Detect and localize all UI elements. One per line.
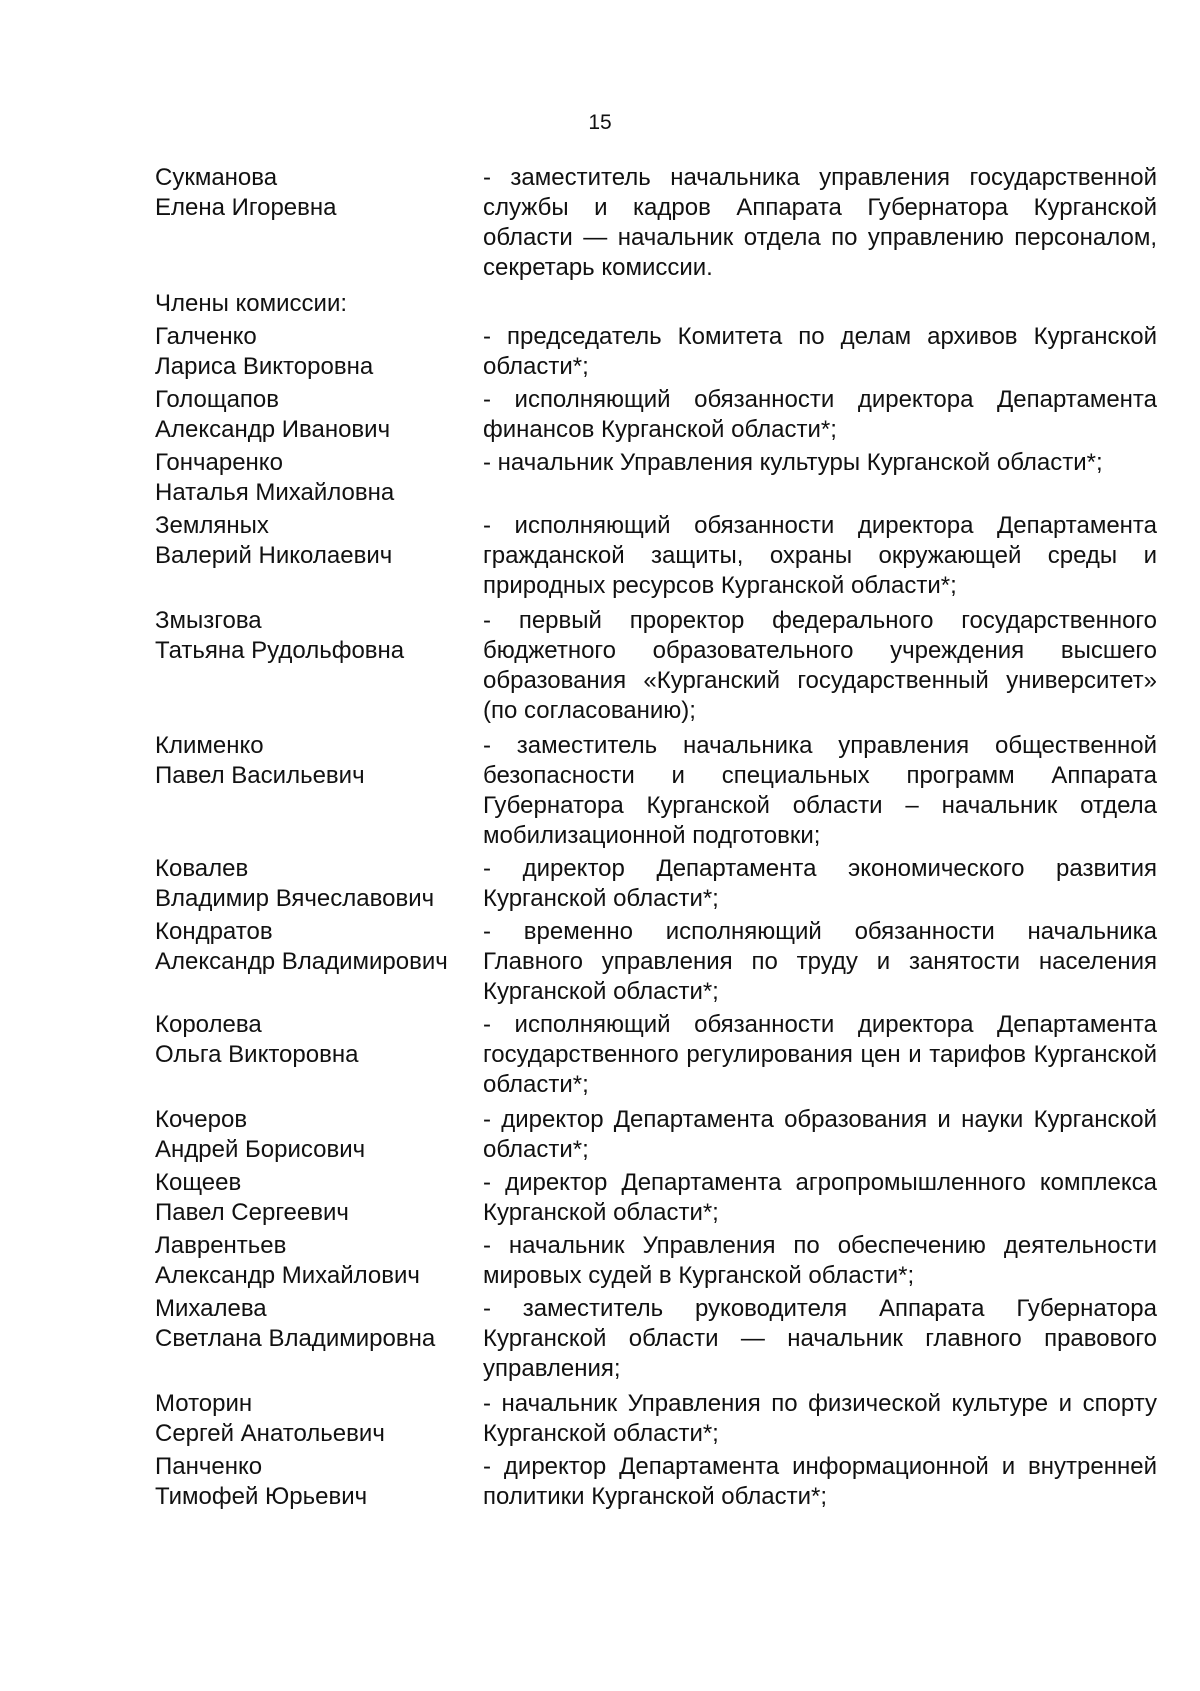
member-name: Моторин Сергей Анатольевич [155, 1390, 385, 1447]
member-role: - заместитель начальника управления общественной безопасности и специальных программ Аппарата Губернатора Курганской области – начальник отдела мобилизационной подготовки; [483, 732, 1157, 849]
member-entry [155, 1010, 1157, 1100]
member-entry [155, 1231, 1157, 1291]
member-name: Лаврентьев Александр Михайлович [155, 1232, 420, 1289]
member-entry [155, 1105, 1157, 1165]
member-role: - директор Департамента образования и науки Курганской области*; [483, 1106, 1157, 1163]
member-name: Кондратов Александр Владимирович [155, 918, 448, 975]
member-name: Панченко Тимофей Юрьевич [155, 1453, 368, 1510]
member-entry [155, 917, 1157, 1007]
member-role: - временно исполняющий обязанности начальника Главного управления по труду и занятости населения Курганской области*; [483, 918, 1157, 1005]
member-name: Клименко Павел Васильевич [155, 732, 365, 789]
member-role: - директор Департамента экономического развития Курганской области*; [483, 855, 1157, 912]
secretary-name: Сукманова Елена Игоревна [155, 164, 337, 221]
member-role: - начальник Управления культуры Курганской области*; [483, 449, 1103, 476]
member-role: - начальник Управления по физической культуре и спорту Курганской области*; [483, 1390, 1157, 1447]
member-name: Змызгова Татьяна Рудольфовна [155, 607, 405, 664]
member-name: Кочеров Андрей Борисович [155, 1106, 366, 1163]
member-entry [155, 511, 1157, 601]
commission-list [155, 163, 1157, 1515]
member-name: Ковалев Владимир Вячеславович [155, 855, 435, 912]
member-role: - исполняющий обязанности директора Департамента государственного регулирования цен и тарифов Курганской области*; [483, 1011, 1157, 1098]
member-name: Михалева Светлана Владимировна [155, 1295, 436, 1352]
page-number: 15 [588, 111, 612, 134]
member-entry [155, 1452, 1157, 1512]
member-role: - заместитель руководителя Аппарата Губернатора Курганской области — начальник главного правового управления; [483, 1295, 1157, 1382]
member-entry [155, 322, 1157, 382]
member-entry [155, 448, 1157, 508]
member-role: - начальник Управления по обеспечению деятельности мировых судей в Курганской области*; [483, 1232, 1157, 1289]
member-name: Голощапов Александр Иванович [155, 386, 391, 443]
member-entry [155, 1389, 1157, 1449]
secretary-role: - заместитель начальника управления государственной службы и кадров Аппарата Губернатора Курганской области — начальник отдела по управлению персоналом, секретарь комиссии. [483, 164, 1157, 281]
member-name: Королева Ольга Викторовна [155, 1011, 359, 1068]
member-role: - исполняющий обязанности директора Департамента гражданской защиты, охраны окружающей среды и природных ресурсов Курганской области*; [483, 512, 1157, 599]
member-name: Галченко Лариса Викторовна [155, 323, 374, 380]
member-entry [155, 606, 1157, 726]
secretary-entry [155, 163, 1157, 283]
member-role: - директор Департамента агропромышленного комплекса Курганской области*; [483, 1169, 1157, 1226]
member-role: - директор Департамента информационной и внутренней политики Курганской области*; [483, 1453, 1157, 1510]
member-name: Земляных Валерий Николаевич [155, 512, 393, 569]
member-name: Кощеев Павел Сергеевич [155, 1169, 349, 1226]
member-role: - исполняющий обязанности директора Департамента финансов Курганской области*; [483, 386, 1157, 443]
member-entry [155, 854, 1157, 914]
member-entry [155, 1168, 1157, 1228]
member-entry [155, 385, 1157, 445]
member-entry [155, 1294, 1157, 1384]
members-heading: Члены комиссии: [155, 290, 348, 317]
member-role: - первый проректор федерального государственного бюджетного образовательного учреждения высшего образования «Курганский государственный университет» (по согласованию); [483, 607, 1157, 724]
member-role: - председатель Комитета по делам архивов Курганской области*; [483, 323, 1157, 380]
member-entry [155, 731, 1157, 851]
member-name: Гончаренко Наталья Михайловна [155, 449, 395, 506]
